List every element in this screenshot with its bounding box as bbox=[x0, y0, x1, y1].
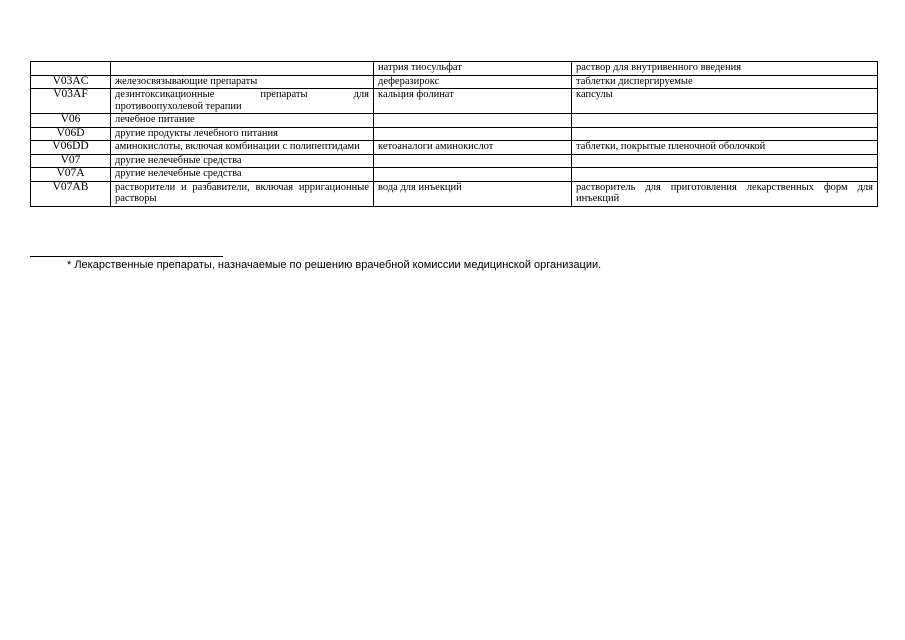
atc-code-cell: V07AB bbox=[31, 181, 111, 206]
atc-code-cell: V03AC bbox=[31, 75, 111, 89]
table-row bbox=[31, 141, 878, 155]
atc-code-cell: V06DD bbox=[31, 141, 111, 155]
table-row bbox=[31, 89, 878, 114]
dosage-form-cell bbox=[572, 154, 878, 168]
dosage-form-cell bbox=[572, 168, 878, 182]
atc-code-cell: V07 bbox=[31, 154, 111, 168]
atc-code-cell: V06 bbox=[31, 114, 111, 128]
table-row bbox=[31, 127, 878, 141]
table-row bbox=[31, 75, 878, 89]
anatomical-group-cell: другие продукты лечебного питания bbox=[111, 127, 374, 141]
drug-list-table bbox=[30, 61, 878, 207]
table-row bbox=[31, 181, 878, 206]
anatomical-group-cell: растворители и разбавители, включая ирригационные растворы bbox=[111, 181, 374, 206]
footnote-divider bbox=[30, 256, 223, 257]
drug-name-cell bbox=[374, 154, 572, 168]
drug-name-cell: кальция фолинат bbox=[374, 89, 572, 114]
dosage-form-cell bbox=[572, 114, 878, 128]
anatomical-group-cell: аминокислоты, включая комбинации с полипептидами bbox=[111, 141, 374, 155]
atc-code-cell: V06D bbox=[31, 127, 111, 141]
drug-name-cell: натрия тиосульфат bbox=[374, 62, 572, 76]
dosage-form-cell: таблетки, покрытые пленочной оболочкой bbox=[572, 141, 878, 155]
dosage-form-cell bbox=[572, 127, 878, 141]
dosage-form-cell: раствор для внутривенного введения bbox=[572, 62, 878, 76]
drug-name-cell: кетоаналоги аминокислот bbox=[374, 141, 572, 155]
dosage-form-cell: капсулы bbox=[572, 89, 878, 114]
dosage-form-cell: таблетки диспергируемые bbox=[572, 75, 878, 89]
anatomical-group-cell bbox=[111, 62, 374, 76]
table-row bbox=[31, 168, 878, 182]
anatomical-group-cell: другие нелечебные средства bbox=[111, 154, 374, 168]
table-row bbox=[31, 154, 878, 168]
anatomical-group-cell: лечебное питание bbox=[111, 114, 374, 128]
atc-code-cell: V07A bbox=[31, 168, 111, 182]
anatomical-group-cell: дезинтоксикационные препараты для противоопухолевой терапии bbox=[111, 89, 374, 114]
drug-name-cell bbox=[374, 168, 572, 182]
atc-code-cell: V03AF bbox=[31, 89, 111, 114]
drug-name-cell: деферазирокс bbox=[374, 75, 572, 89]
anatomical-group-cell: железосвязывающие препараты bbox=[111, 75, 374, 89]
footnote-text: * Лекарственные препараты, назначаемые по решению врачебной комиссии медицинской организации. bbox=[67, 259, 602, 271]
drug-name-cell bbox=[374, 114, 572, 128]
dosage-form-cell: растворитель для приготовления лекарственных форм для инъекций bbox=[572, 181, 878, 206]
anatomical-group-cell: другие нелечебные средства bbox=[111, 168, 374, 182]
drug-name-cell: вода для инъекций bbox=[374, 181, 572, 206]
drug-name-cell bbox=[374, 127, 572, 141]
table-row bbox=[31, 62, 878, 76]
table-row bbox=[31, 114, 878, 128]
atc-code-cell bbox=[31, 62, 111, 76]
